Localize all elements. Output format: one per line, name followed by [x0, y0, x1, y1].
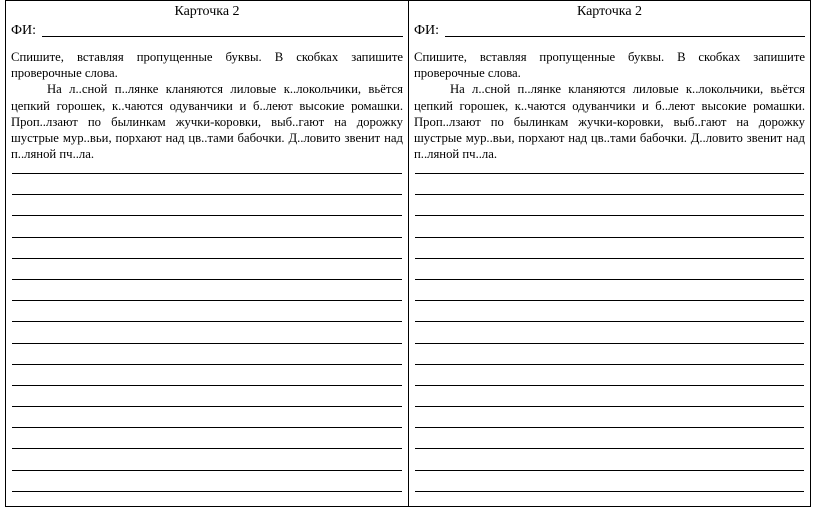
writing-line	[415, 215, 804, 216]
writing-line	[12, 300, 402, 301]
writing-line	[415, 406, 804, 407]
card-title: Карточка 2	[576, 4, 643, 19]
task-passage: На л..сной п..лянке кланяются лиловые к..локольчики, вьётся цепкий горошек, к..чаются одуванчики и б..леют высокие ромашки. Проп..лзают по былинкам жучки-коровки, выб..гают на дорожку шустрые мур..вьи, порхают над цв..тами бабочки. Д..ловито звенит над п..ляной пч..ла.	[11, 82, 403, 162]
writing-line	[415, 470, 804, 471]
writing-line	[415, 364, 804, 365]
writing-line	[415, 448, 804, 449]
worksheet	[5, 0, 811, 507]
writing-line	[12, 258, 402, 259]
writing-line	[12, 427, 402, 428]
writing-line	[12, 343, 402, 344]
writing-line	[12, 406, 402, 407]
task-instruction: Спишите, вставляя пропущенные буквы. В скобках запишите проверочные слова.	[11, 50, 403, 81]
name-field-row	[11, 21, 403, 39]
task-text	[11, 49, 403, 162]
writing-line	[12, 448, 402, 449]
card-left	[6, 1, 408, 506]
writing-line	[415, 173, 804, 174]
writing-line	[12, 194, 402, 195]
writing-lines	[415, 173, 804, 512]
card-title: Карточка 2	[174, 4, 240, 19]
writing-line	[415, 321, 804, 322]
writing-line	[415, 491, 804, 492]
writing-line	[12, 321, 402, 322]
writing-line	[415, 194, 804, 195]
name-field-line	[445, 36, 805, 37]
task-passage: На л..сной п..лянке кланяются лиловые к..локольчики, вьётся цепкий горошек, к..чаются одуванчики и б..леют высокие ромашки. Проп..лзают по былинкам жучки-коровки, выб..гают на дорожку шустрые мур..вьи, порхают над цв..тами бабочки. Д..ловито звенит над п..ляной пч..ла.	[414, 82, 805, 162]
writing-line	[12, 279, 402, 280]
writing-line	[12, 173, 402, 174]
name-field-row	[414, 21, 805, 39]
writing-line	[12, 215, 402, 216]
writing-line	[415, 258, 804, 259]
name-field-label: ФИ:	[414, 23, 440, 38]
task-text	[414, 49, 805, 162]
writing-line	[415, 427, 804, 428]
writing-line	[415, 343, 804, 344]
name-field-label: ФИ:	[11, 23, 37, 38]
task-instruction: Спишите, вставляя пропущенные буквы. В скобках запишите проверочные слова.	[414, 50, 805, 81]
writing-line	[12, 385, 402, 386]
writing-line	[12, 237, 402, 238]
name-field-line	[42, 36, 403, 37]
writing-line	[12, 491, 402, 492]
writing-line	[415, 279, 804, 280]
writing-line	[415, 237, 804, 238]
writing-line	[415, 385, 804, 386]
card-right	[408, 1, 810, 506]
writing-line	[12, 470, 402, 471]
writing-line	[12, 364, 402, 365]
writing-lines	[12, 173, 402, 512]
writing-line	[415, 300, 804, 301]
